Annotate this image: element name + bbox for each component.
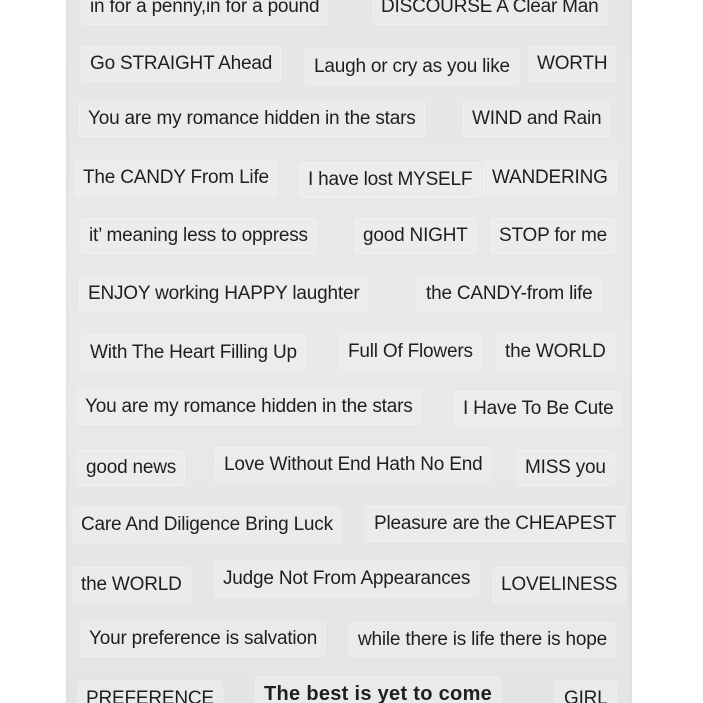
sticker-the-world-2: the WORLD [73,568,190,602]
sticker-wandering: WANDERING [484,161,616,195]
sticker-heart-filling-up: With The Heart Filling Up [82,336,305,370]
sticker-girl: GIRL [556,682,616,703]
sticker-the-world: the WORLD [497,335,614,369]
sticker-candy-from-life-2: the CANDY-from life [418,277,601,311]
sticker-enjoy-working: ENJOY working HAPPY laughter [80,277,367,311]
sticker-care-and-diligence: Care And Diligence Bring Luck [73,508,341,542]
sticker-stop-for-me: STOP for me [491,219,615,253]
sticker-preference-salvation: Your preference is salvation [81,622,325,656]
sticker-wind-and-rain: WIND and Rain [464,102,609,136]
sticker-have-to-be-cute: I Have To Be Cute [455,392,621,426]
sticker-pleasure-cheapest: Pleasure are the CHEAPEST [366,507,624,541]
sticker-loveliness: LOVELINESS [493,568,625,602]
sticker-lost-myself: I have lost MYSELF [300,163,480,197]
sticker-best-is-yet: The best is yet to come [256,677,500,703]
sticker-preference: PREFERENCE [78,682,222,703]
sticker-love-without-end: Love Without End Hath No End [216,448,490,482]
sticker-in-for-a-penny: in for a penny,in for a pound [82,0,327,24]
sticker-good-news: good news [78,451,184,485]
sticker-while-there-is-life: while there is life there is hope [350,623,615,657]
sticker-worth: WORTH [529,47,615,81]
sticker-miss-you: MISS you [517,451,614,485]
sticker-romance-hidden-stars: You are my romance hidden in the stars [80,102,424,136]
sticker-discourse: DISCOURSE A Clear Man [373,0,607,24]
sticker-good-night: good NIGHT [355,219,476,253]
sticker-full-of-flowers: Full Of Flowers [340,335,481,369]
sticker-romance-hidden-stars-2: You are my romance hidden in the stars [77,390,421,424]
sticker-go-straight-ahead: Go STRAIGHT Ahead [82,47,280,81]
sticker-laugh-or-cry: Laugh or cry as you like [306,50,518,84]
sticker-judge-not: Judge Not From Appearances [215,562,478,596]
sticker-candy-from-life: The CANDY From Life [75,161,277,195]
sticker-sheet [66,0,632,703]
sticker-meaning-less: it’ meaning less to oppress [81,219,316,253]
